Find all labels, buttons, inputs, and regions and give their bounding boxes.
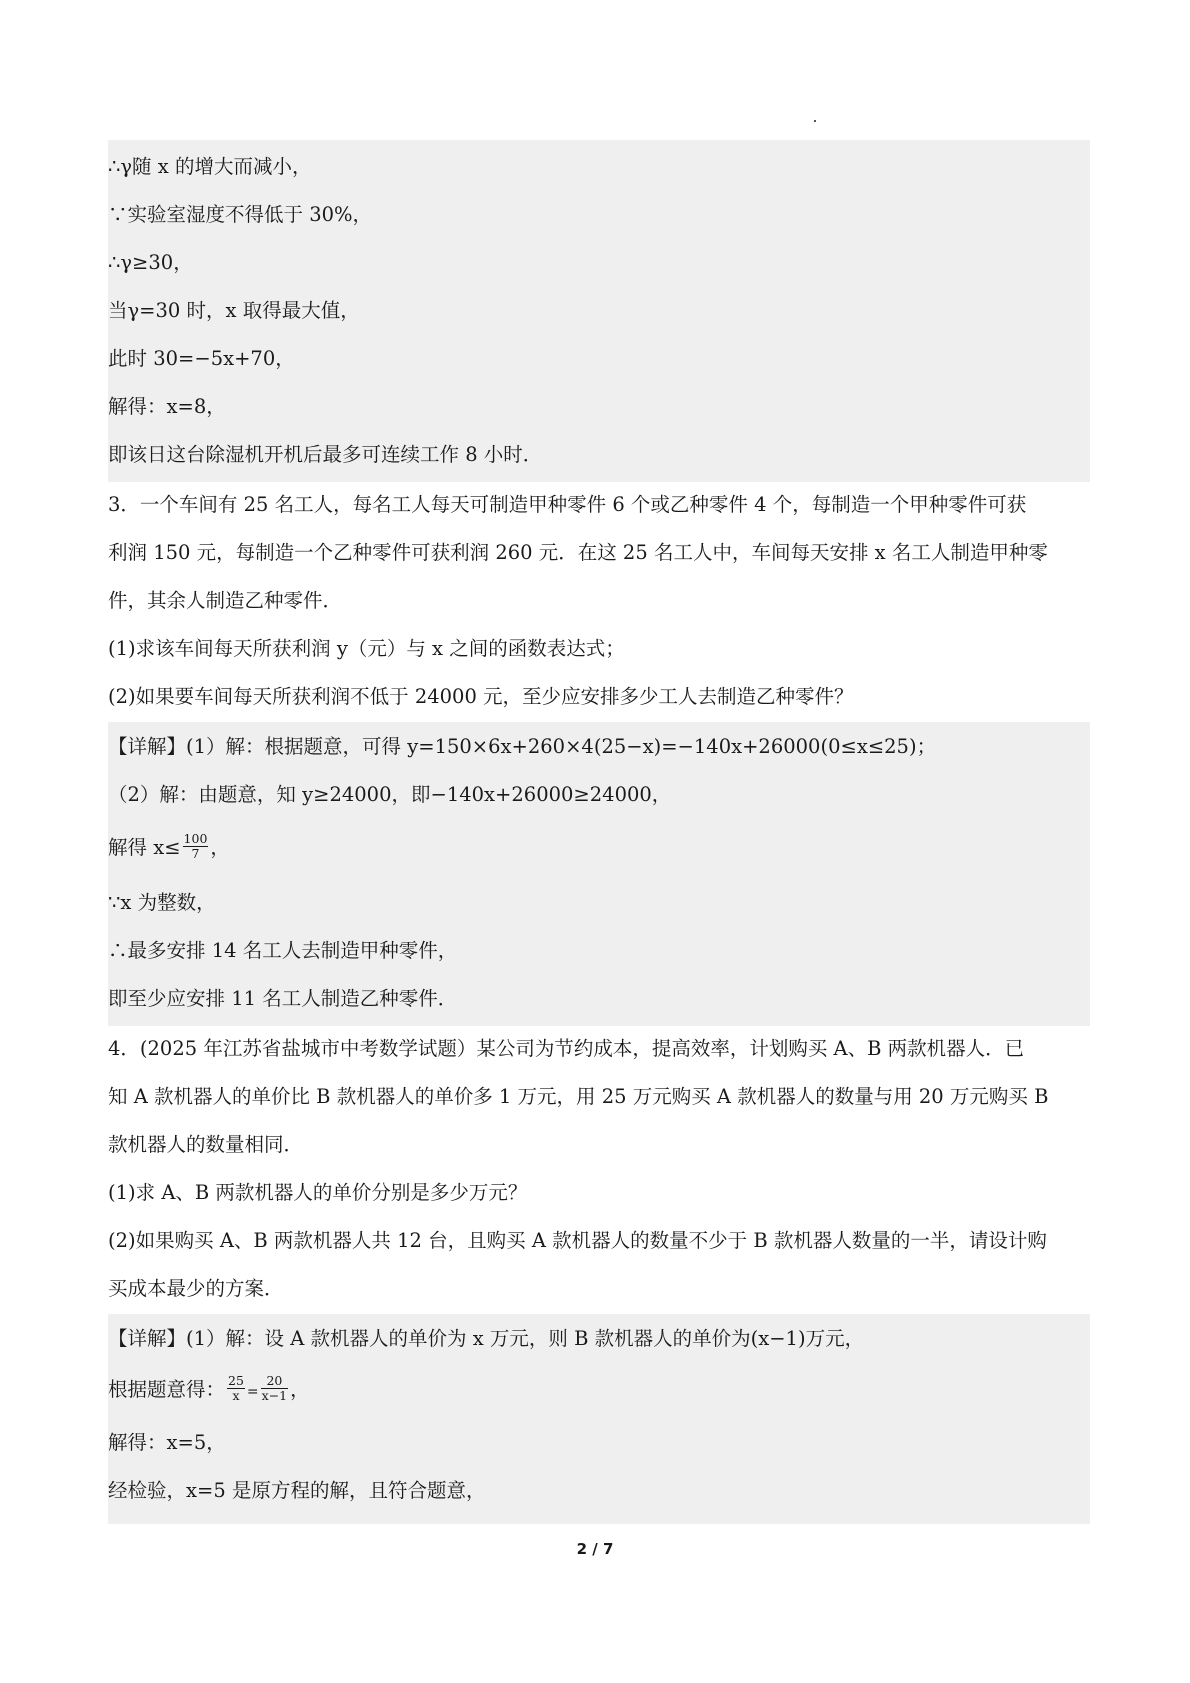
problem-line: 4．(2025 年江苏省盐城市中考数学试题）某公司为节约成本，提高效率，计划购买 A、B 两款机器人．已	[108, 1037, 1025, 1060]
solution-line: ∴最多安排 14 名工人去制造甲种零件，	[108, 939, 458, 962]
solution-line-fraction	[108, 828, 230, 868]
problem-line: 利润 150 元，每制造一个乙种零件可获利润 260 元．在这 25 名工人中，车间每天安排 x 名工人制造甲种零	[108, 541, 1048, 564]
text: ，	[210, 836, 230, 859]
problem-3	[108, 482, 1090, 722]
fraction-numerator: 25	[228, 1373, 244, 1388]
problem-line: 款机器人的数量相同．	[108, 1133, 304, 1156]
solution-line: 此时 30=−5x+70，	[108, 347, 295, 370]
fraction-numerator: 100	[183, 831, 208, 846]
solution-line: ∵实验室湿度不得低于 30%，	[108, 203, 373, 226]
problem-line: (1)求该车间每天所获利润 y（元）与 x 之间的函数表达式；	[108, 637, 625, 660]
fraction-denominator: x	[232, 1388, 240, 1403]
problem-line: 3．一个车间有 25 名工人，每名工人每天可制造甲种零件 6 个或乙种零件 4 个，每制造一个甲种零件可获	[108, 493, 1027, 516]
solution-line: （2）解：由题意，知 y≥24000，即−140x+26000≥24000，	[108, 783, 672, 806]
stray-mark	[814, 120, 816, 122]
solution-line: 即至少应安排 11 名工人制造乙种零件．	[108, 987, 458, 1010]
solution-line: 解得：x=5，	[108, 1431, 226, 1454]
problem-line: 件，其余人制造乙种零件．	[108, 589, 343, 612]
fraction-denominator: 7	[191, 846, 200, 861]
solution-line: 经检验，x=5 是原方程的解，且符合题意，	[108, 1479, 486, 1502]
solution-line: 【详解】(1）解：设 A 款机器人的单价为 x 万元，则 B 款机器人的单价为(x−1)万元，	[108, 1327, 865, 1350]
problem-line: (2)如果购买 A、B 两款机器人共 12 台，且购买 A 款机器人的数量不少于 B 款机器人数量的一半，请设计购	[108, 1229, 1047, 1252]
fraction	[183, 832, 209, 861]
problem-line: (2)如果要车间每天所获利润不低于 24000 元，至少应安排多少工人去制造乙种零件？	[108, 685, 854, 708]
fraction-denominator: x−1	[261, 1388, 288, 1403]
solution-line: 当γ=30 时，x 取得最大值，	[108, 299, 360, 322]
text: 解得 x≤	[108, 836, 181, 859]
fraction-numerator: 20	[261, 1374, 288, 1389]
problem-4	[108, 1026, 1090, 1314]
fraction	[261, 1374, 288, 1403]
solution-line: ∵x 为整数，	[108, 891, 216, 914]
solution-line: ∴γ≥30，	[108, 251, 193, 274]
solution-block-3	[108, 722, 1090, 1026]
problem-line: 知 A 款机器人的单价比 B 款机器人的单价多 1 万元，用 25 万元购买 A 款机器人的数量与用 20 万元购买 B	[108, 1085, 1049, 1108]
solution-line-fraction	[108, 1370, 310, 1410]
solution-line: ∴γ随 x 的增大而减小，	[108, 155, 312, 178]
solution-block-previous	[108, 140, 1090, 482]
page-number: 2 / 7	[576, 1540, 614, 1558]
solution-block-4	[108, 1314, 1090, 1524]
text: ，	[290, 1378, 310, 1401]
problem-line: (1)求 A、B 两款机器人的单价分别是多少万元？	[108, 1181, 528, 1204]
fraction	[227, 1374, 245, 1403]
text: 根据题意得：	[108, 1378, 226, 1401]
solution-line: 即该日这台除湿机开机后最多可连续工作 8 小时．	[108, 443, 543, 466]
solution-line: 解得：x=8，	[108, 395, 226, 418]
equals-sign: =	[246, 1384, 259, 1400]
solution-line: 【详解】(1）解：根据题意，可得 y=150×6x+260×4(25−x)=−140x+26000(0≤x≤25)；	[108, 735, 937, 758]
problem-line: 买成本最少的方案．	[108, 1277, 284, 1300]
